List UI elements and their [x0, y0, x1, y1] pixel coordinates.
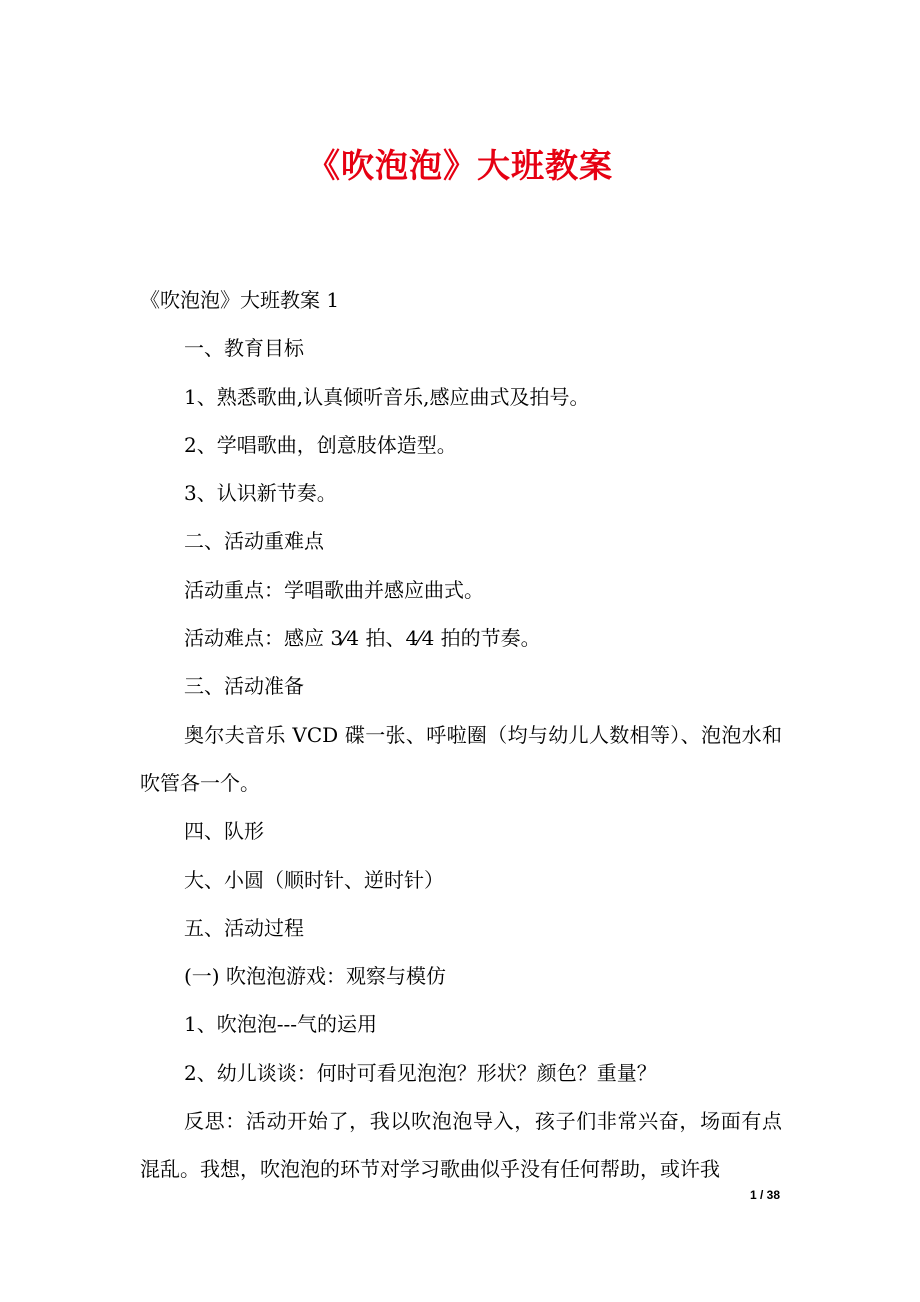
section-heading: 《吹泡泡》大班教案 1	[140, 288, 340, 312]
paragraph: 3、认识新节奏。	[184, 481, 337, 506]
paragraph: 大、小圆（顺时针、逆时针）	[184, 867, 444, 892]
paragraph: 四、队形	[184, 819, 264, 844]
page-number: 1 / 38	[749, 1188, 780, 1202]
paragraph: 1、吹泡泡---气的运用	[184, 1012, 377, 1037]
paragraph: 二、活动重难点	[184, 529, 324, 554]
paragraph: (一) 吹泡泡游戏：观察与模仿	[184, 964, 446, 989]
paragraph: 2、幼儿谈谈：何时可看见泡泡？形状？颜色？重量？	[184, 1060, 657, 1085]
paragraph: 2、学唱歌曲，创意肢体造型。	[184, 432, 457, 457]
document-body	[140, 276, 782, 1194]
paragraph: 反思：活动开始了，我以吹泡泡导入，孩子们非常兴奋，场面有点混乱。我想，吹泡泡的环节对学习歌曲似乎没有任何帮助，或许我	[140, 1109, 782, 1182]
paragraph: 一、教育目标	[184, 336, 304, 361]
paragraph: 1、熟悉歌曲,认真倾听音乐,感应曲式及拍号。	[184, 384, 590, 409]
paragraph: 活动难点：感应 3⁄4 拍、4⁄4 拍的节奏。	[184, 626, 541, 651]
paragraph: 三、活动准备	[184, 674, 304, 699]
paragraph: 奥尔夫音乐 VCD 碟一张、呼啦圈（均与幼儿人数相等）、泡泡水和吹管各一个。	[140, 722, 782, 795]
paragraph: 活动重点：学唱歌曲并感应曲式。	[184, 577, 484, 602]
paragraph: 五、活动过程	[184, 915, 304, 940]
document-title: 《吹泡泡》大班教案	[307, 146, 613, 185]
